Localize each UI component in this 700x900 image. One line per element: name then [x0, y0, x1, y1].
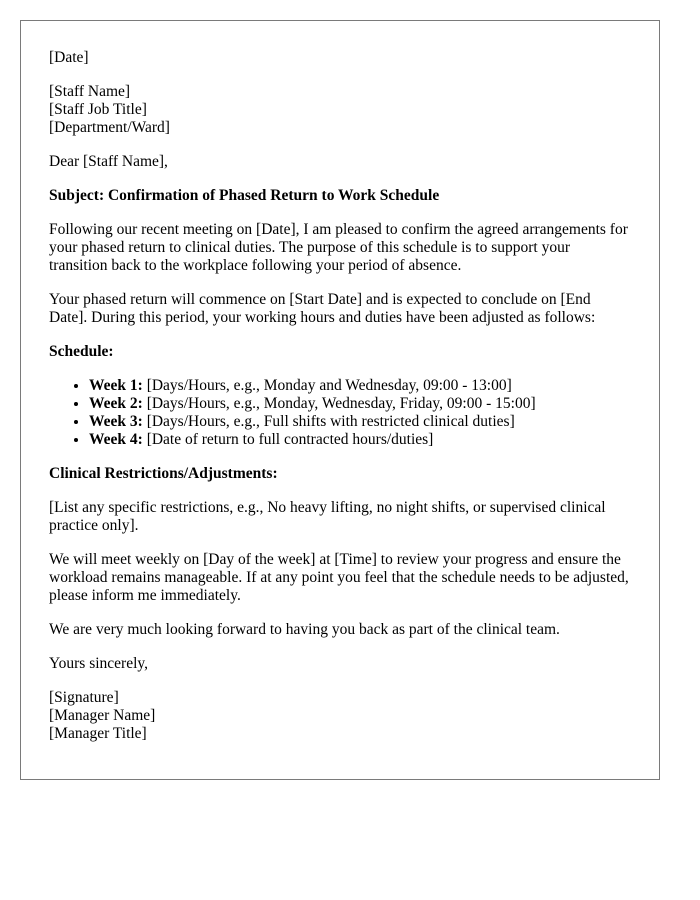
recipient-job-title: [Staff Job Title]	[49, 101, 147, 118]
schedule-week-label: Week 2:	[89, 395, 143, 412]
schedule-list	[49, 377, 631, 449]
schedule-week-detail: [Days/Hours, e.g., Monday, Wednesday, Friday, 09:00 - 15:00]	[146, 395, 536, 412]
restrictions-heading: Clinical Restrictions/Adjustments:	[49, 465, 278, 482]
schedule-heading: Schedule:	[49, 343, 114, 360]
recipient-name: [Staff Name]	[49, 83, 131, 100]
letter-document	[20, 20, 660, 780]
intro-paragraph: Following our recent meeting on [Date], I am pleased to confirm the agreed arrangements for your phased return to clinical duties. The purpose of this schedule is to support your transition back to the workplace following your period of absence.	[49, 221, 628, 274]
restrictions-text: [List any specific restrictions, e.g., No heavy lifting, no night shifts, or supervised clinical practice only].	[49, 499, 606, 534]
manager-title: [Manager Title]	[49, 725, 147, 742]
salutation: Dear [Staff Name],	[49, 153, 168, 170]
review-meeting-paragraph: We will meet weekly on [Day of the week] at [Time] to review your progress and ensure the workload remains manageable. If at any point you feel that the schedule needs to be adjusted, please inform me immediately.	[49, 551, 629, 604]
schedule-dates-paragraph: Your phased return will commence on [Start Date] and is expected to conclude on [End Date]. During this period, your working hours and duties have been adjusted as follows:	[49, 291, 596, 326]
closing-remark-paragraph: We are very much looking forward to having you back as part of the clinical team.	[49, 621, 560, 638]
schedule-week-label: Week 1:	[89, 377, 143, 394]
schedule-week-detail: [Date of return to full contracted hours/duties]	[146, 431, 434, 448]
schedule-item	[89, 431, 631, 449]
schedule-week-label: Week 4:	[89, 431, 143, 448]
subject-line: Subject: Confirmation of Phased Return to Work Schedule	[49, 187, 440, 204]
closing: Yours sincerely,	[49, 655, 149, 672]
letter-date: [Date]	[49, 49, 89, 66]
schedule-item	[89, 395, 631, 413]
schedule-item	[89, 413, 631, 431]
schedule-week-detail: [Days/Hours, e.g., Full shifts with restricted clinical duties]	[146, 413, 515, 430]
signature: [Signature]	[49, 689, 119, 706]
schedule-item	[89, 377, 631, 395]
recipient-block	[49, 83, 631, 137]
schedule-week-detail: [Days/Hours, e.g., Monday and Wednesday, 09:00 - 13:00]	[146, 377, 512, 394]
signature-block	[49, 689, 631, 743]
recipient-department: [Department/Ward]	[49, 119, 170, 136]
schedule-week-label: Week 3:	[89, 413, 143, 430]
manager-name: [Manager Name]	[49, 707, 156, 724]
